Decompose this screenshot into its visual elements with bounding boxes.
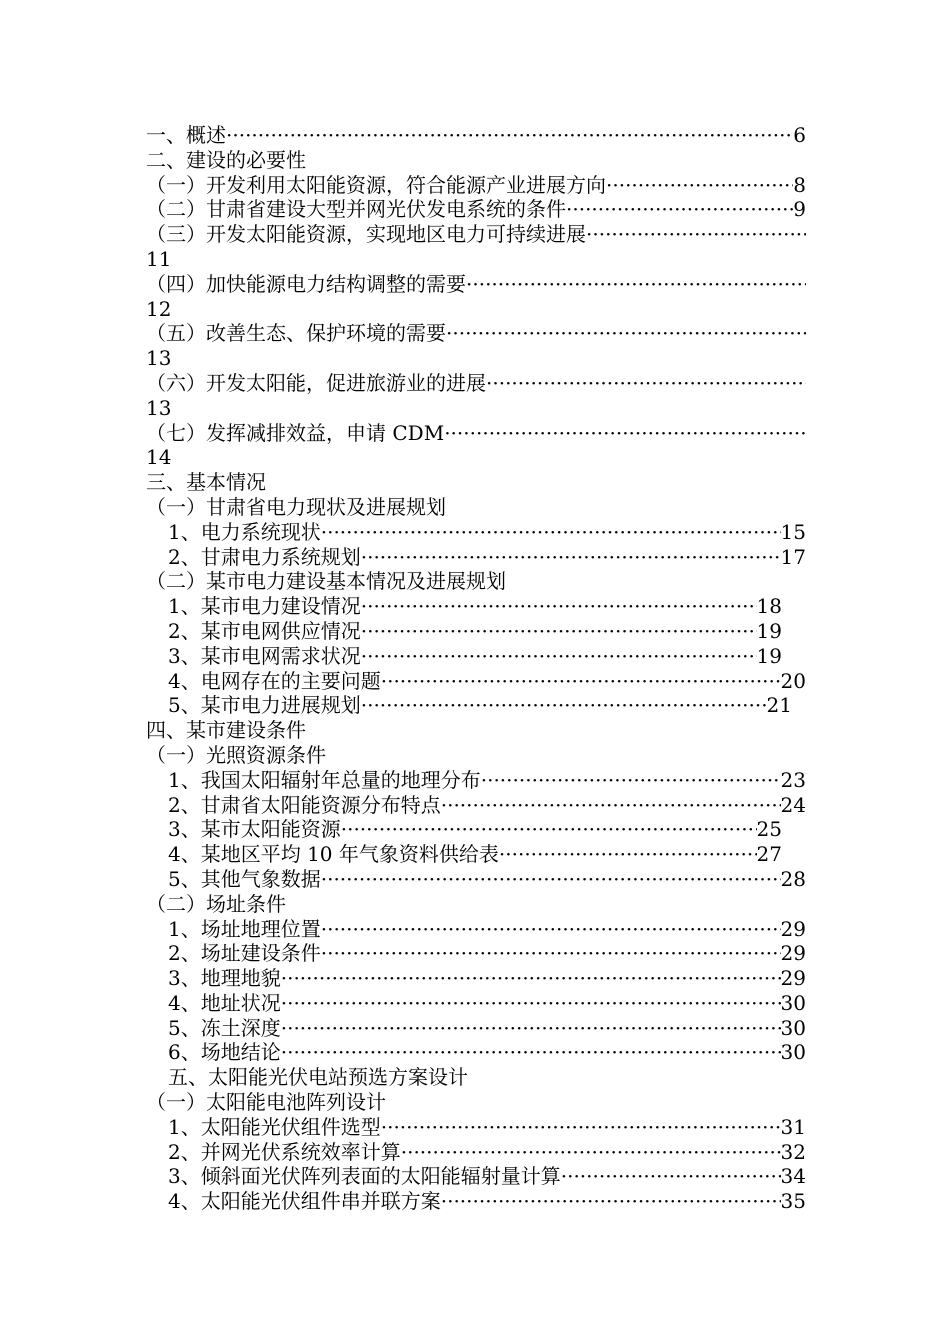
toc-entry: [146, 1040, 806, 1065]
toc-page-number: 8: [793, 172, 806, 197]
toc-entry: [146, 222, 806, 247]
toc-entry: [146, 545, 806, 570]
toc-entry: [146, 941, 806, 966]
table-of-contents: [146, 123, 806, 1214]
toc-entry-title: 一、概述: [146, 123, 226, 147]
toc-entry-title: 5、某市电力进展规划: [168, 693, 361, 718]
toc-entry-title: 4、太阳能光伏组件串并联方案: [168, 1189, 441, 1214]
toc-page-number: 32: [780, 1139, 806, 1164]
toc-entry: [146, 321, 806, 346]
toc-entry: [146, 693, 792, 718]
toc-entry: [146, 594, 782, 619]
toc-entry: [146, 768, 806, 793]
toc-entry: [146, 842, 782, 867]
dot-leader: [444, 421, 806, 446]
toc-entry: [146, 644, 782, 669]
dot-leader: [281, 1016, 781, 1041]
toc-entry: [146, 867, 806, 892]
toc-page-number: 18: [756, 594, 782, 619]
toc-entry-title: （二）甘肃省建设大型并网光伏发电系统的条件: [146, 197, 566, 222]
dot-leader: [281, 991, 781, 1016]
toc-entry-title: 2、甘肃省太阳能资源分布特点: [168, 792, 441, 817]
dot-leader: [361, 644, 757, 669]
dot-leader: [486, 371, 806, 396]
toc-entry-title: 4、电网存在的主要问题: [168, 668, 381, 693]
toc-page-number: 19: [756, 618, 782, 643]
toc-page-number: 25: [756, 817, 782, 842]
dot-leader: [361, 594, 757, 619]
dot-leader: [321, 520, 781, 545]
toc-entry-title: （六）开发太阳能，促进旅游业的进展: [146, 370, 486, 395]
toc-entry-title: （三）开发太阳能资源，实现地区电力可持续进展: [146, 222, 586, 247]
dot-leader: [481, 768, 781, 793]
toc-page-number: 6: [793, 123, 806, 147]
toc-entry-title: 1、电力系统现状: [168, 519, 321, 544]
toc-heading: （一）甘肃省电力现状及进展规划: [146, 494, 446, 519]
toc-page-number: 30: [780, 1015, 806, 1040]
toc-entry-title: 2、甘肃电力系统规划: [168, 544, 361, 569]
toc-page-number: 29: [780, 966, 806, 991]
toc-entry-title: 2、并网光伏系统效率计算: [168, 1139, 401, 1164]
dot-leader: [361, 545, 781, 570]
toc-entry-title: 3、倾斜面光伏阵列表面的太阳能辐射量计算: [168, 1164, 561, 1189]
toc-page-number: 17: [780, 544, 806, 569]
toc-entry-title: （五）改善生态、保护环境的需要: [146, 321, 446, 346]
dot-leader: [441, 793, 781, 818]
dot-leader: [321, 917, 781, 942]
dot-leader: [401, 1140, 781, 1165]
dot-leader: [281, 1040, 781, 1065]
dot-leader: [226, 123, 793, 148]
toc-entry: [146, 197, 806, 222]
toc-page-number: 23: [780, 767, 806, 792]
toc-entry-title: 1、我国太阳辐射年总量的地理分布: [168, 767, 481, 792]
toc-page-number: 13: [146, 346, 172, 371]
toc-entry-title: （七）发挥减排效益，申请 CDM: [146, 420, 445, 445]
toc-entry-title: （一）开发利用太阳能资源，符合能源产业进展方向: [146, 172, 606, 197]
dot-leader: [321, 941, 781, 966]
toc-page-number: 19: [756, 643, 782, 668]
toc-entry-title: 5、其他气象数据: [168, 866, 321, 891]
dot-leader: [566, 197, 793, 222]
toc-entry: [146, 793, 806, 818]
toc-entry-title: 3、地理地貌: [168, 966, 281, 991]
toc-page-number: 27: [756, 842, 782, 867]
toc-entry-title: 4、地址状况: [168, 990, 281, 1015]
toc-entry: [146, 371, 806, 396]
dot-leader: [361, 693, 767, 718]
toc-page-number: 20: [780, 668, 806, 693]
toc-entry: [146, 123, 806, 148]
dot-leader: [606, 173, 793, 198]
toc-entry-title: 3、某市太阳能资源: [168, 817, 341, 842]
toc-entry-title: 4、某地区平均 10 年气象资料供给表: [168, 842, 499, 867]
toc-entry: [146, 1115, 806, 1140]
toc-entry-title: 2、场址建设条件: [168, 941, 321, 966]
toc-entry-title: 1、场址地理位置: [168, 916, 321, 941]
toc-entry-title: 6、场地结论: [168, 1040, 281, 1065]
dot-leader: [381, 1115, 781, 1140]
toc-entry: [146, 1016, 806, 1041]
dot-leader: [441, 1189, 781, 1214]
toc-entry: [146, 421, 806, 446]
toc-entry: [146, 173, 806, 198]
toc-page-number: 29: [780, 941, 806, 966]
toc-entry: [146, 817, 782, 842]
toc-page-number: 15: [780, 519, 806, 544]
toc-heading: （二）场址条件: [146, 891, 286, 916]
toc-entry-title: 5、冻土深度: [168, 1015, 281, 1040]
dot-leader: [281, 966, 781, 991]
toc-page-number: 35: [780, 1189, 806, 1214]
dot-leader: [381, 669, 781, 694]
toc-page-number: 31: [780, 1114, 806, 1139]
toc-heading: （二）某市电力建设基本情况及进展规划: [146, 569, 506, 594]
toc-entry-title: 3、某市电网需求状况: [168, 643, 361, 668]
toc-entry: [146, 917, 806, 942]
toc-page-number: 9: [793, 197, 806, 222]
toc-page-number: 13: [146, 395, 172, 420]
toc-entry: [146, 1140, 806, 1165]
toc-page-number: 34: [780, 1164, 806, 1189]
toc-page-number: 12: [146, 296, 172, 321]
toc-heading: 二、建设的必要性: [146, 147, 306, 172]
toc-page-number: 14: [146, 445, 172, 470]
toc-entry: [146, 669, 806, 694]
toc-page-number: 30: [780, 1040, 806, 1065]
toc-page-number: 28: [780, 866, 806, 891]
toc-entry-title: （四）加快能源电力结构调整的需要: [146, 271, 466, 296]
dot-leader: [321, 867, 781, 892]
toc-entry: [146, 619, 782, 644]
dot-leader: [341, 817, 757, 842]
toc-entry: [146, 520, 806, 545]
toc-entry: [146, 1189, 806, 1214]
toc-heading: 五、太阳能光伏电站预选方案设计: [168, 1065, 468, 1090]
toc-heading: 三、基本情况: [146, 470, 266, 495]
toc-heading: （一）光照资源条件: [146, 742, 326, 767]
dot-leader: [446, 321, 806, 346]
toc-entry-title: 1、某市电力建设情况: [168, 594, 361, 619]
dot-leader: [561, 1164, 781, 1189]
dot-leader: [466, 272, 806, 297]
toc-page-number: 21: [766, 693, 792, 718]
toc-entry-title: 1、太阳能光伏组件选型: [168, 1114, 381, 1139]
dot-leader: [586, 222, 806, 247]
toc-entry: [146, 1164, 806, 1189]
toc-page-number: 29: [780, 916, 806, 941]
toc-entry: [146, 272, 806, 297]
toc-heading: （一）太阳能电池阵列设计: [146, 1090, 386, 1115]
toc-page-number: 11: [146, 246, 172, 271]
toc-heading: 四、某市建设条件: [146, 718, 306, 743]
dot-leader: [361, 619, 757, 644]
toc-page-number: 24: [780, 792, 806, 817]
toc-entry-title: 2、某市电网供应情况: [168, 618, 361, 643]
toc-entry: [146, 966, 806, 991]
toc-page-number: 30: [780, 990, 806, 1015]
toc-entry: [146, 991, 806, 1016]
dot-leader: [499, 842, 757, 867]
